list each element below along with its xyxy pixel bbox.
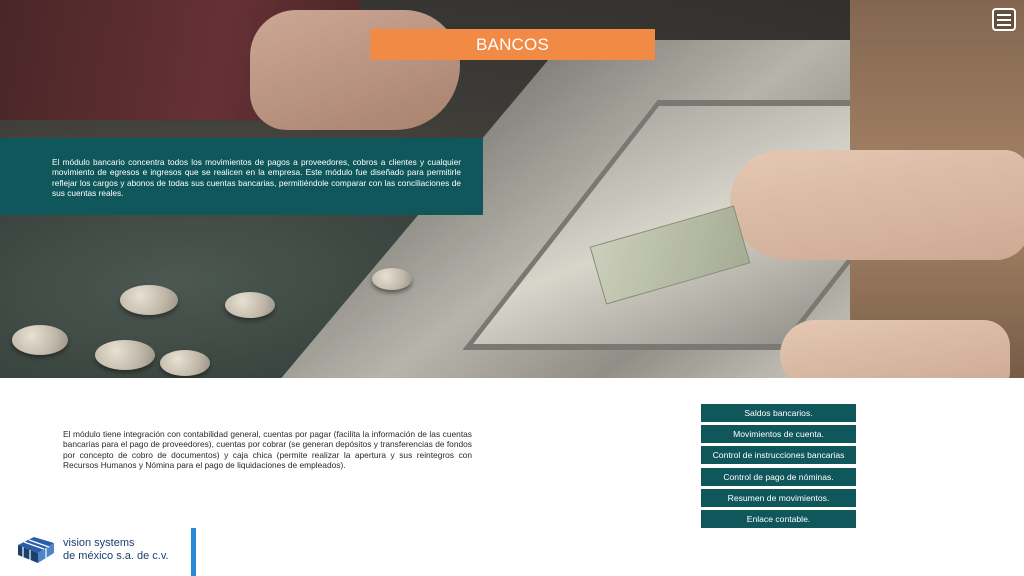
menu-line xyxy=(997,24,1011,26)
company-name-line2: de méxico s.a. de c.v. xyxy=(63,550,169,562)
intro-description xyxy=(0,138,483,215)
company-name-line1: vision systems xyxy=(63,537,135,549)
company-name xyxy=(63,537,169,563)
logo-icon xyxy=(16,533,56,567)
feature-button-instrucciones[interactable]: Control de instrucciones bancarias xyxy=(701,446,856,464)
feature-list xyxy=(701,404,856,531)
menu-line xyxy=(997,19,1011,21)
footer-divider xyxy=(191,528,196,576)
feature-button-enlace[interactable]: Enlace contable. xyxy=(701,510,856,528)
integration-text: El módulo tiene integración con contabilidad general, cuentas por pagar (facilita la información de las cuentas bancarias para el pago de proveedores), cuentas por cobrar (se generan depósitos y transferencias de fondos por concepto de cobro de documentos) y caja chica (permite realizar la apertura y sus reintegros con Recursos Humanos y Nómina para el pago de liquidaciones de empleados). xyxy=(63,429,472,470)
page-title: BANCOS xyxy=(370,29,655,60)
menu-line xyxy=(997,14,1011,16)
company-logo xyxy=(16,533,169,567)
intro-text: El módulo bancario concentra todos los movimientos de pagos a proveedores, cobros a clientes y cualquier movimiento de egresos e ingresos que se realicen en la empresa. Este módulo fue diseñado para permitirle reflejar los cargos y abonos de todas sus cuentas bancarias, permitiéndole comparar con las conciliaciones de sus cuentas reales. xyxy=(52,157,461,199)
feature-button-nominas[interactable]: Control de pago de nóminas. xyxy=(701,468,856,486)
feature-button-saldos[interactable]: Saldos bancarios. xyxy=(701,404,856,422)
feature-button-movimientos[interactable]: Movimientos de cuenta. xyxy=(701,425,856,443)
hamburger-menu-icon[interactable] xyxy=(992,8,1016,31)
feature-button-resumen[interactable]: Resumen de movimientos. xyxy=(701,489,856,507)
